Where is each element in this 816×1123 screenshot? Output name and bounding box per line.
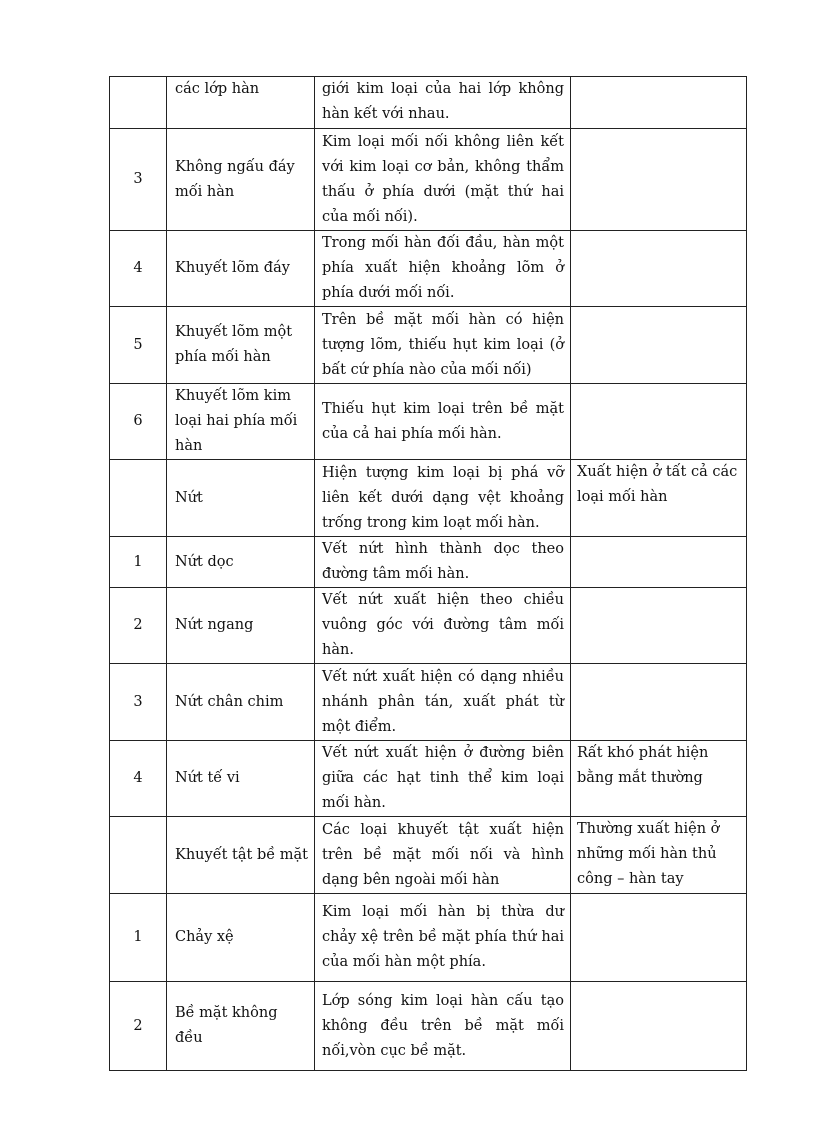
defect-note xyxy=(571,231,747,307)
defect-note xyxy=(571,537,747,588)
table-row xyxy=(110,460,747,537)
defect-description: Vết nứt hình thành dọc theo đường tâm mối hàn. xyxy=(315,537,571,588)
table-row xyxy=(110,384,747,460)
table-row xyxy=(110,537,747,588)
defect-description: Kim loại mối hàn bị thừa dư chảy xệ trên bề mặt phía thứ hai của mối hàn một phía. xyxy=(315,894,571,982)
row-number: 6 xyxy=(110,384,167,460)
row-number xyxy=(110,817,167,894)
table-row xyxy=(110,307,747,384)
defect-description: Vết nứt xuất hiện ở đường biên giữa các hạt tinh thể kim loại mối hàn. xyxy=(315,741,571,817)
defect-description: Lớp sóng kim loại hàn cấu tạo không đều trên bề mặt mối nối,vòn cục bề mặt. xyxy=(315,982,571,1071)
row-number: 4 xyxy=(110,231,167,307)
row-number: 5 xyxy=(110,307,167,384)
defect-note: Xuất hiện ở tất cả các loại mối hàn xyxy=(571,460,747,537)
defect-name: Không ngấu đáy mối hàn xyxy=(167,129,315,231)
defect-description: Trong mối hàn đối đầu, hàn một phía xuất hiện khoảng lõm ở phía dưới mối nối. xyxy=(315,231,571,307)
defect-name: Chảy xệ xyxy=(167,894,315,982)
row-number xyxy=(110,77,167,129)
row-number xyxy=(110,460,167,537)
table-row xyxy=(110,664,747,741)
defect-description: giới kim loại của hai lớp không hàn kết với nhau. xyxy=(315,77,571,129)
table-row xyxy=(110,588,747,664)
defect-note: Rất khó phát hiện bằng mắt thường xyxy=(571,741,747,817)
defect-name: Khuyết lõm đáy xyxy=(167,231,315,307)
table-row xyxy=(110,894,747,982)
defect-description: Kim loại mối nối không liên kết với kim loại cơ bản, không thẩm thấu ở phía dưới (mặt thứ hai của mối nối). xyxy=(315,129,571,231)
defect-note xyxy=(571,588,747,664)
defect-note xyxy=(571,307,747,384)
table-row xyxy=(110,129,747,231)
row-number: 3 xyxy=(110,129,167,231)
defect-name: Nứt ngang xyxy=(167,588,315,664)
row-number: 1 xyxy=(110,894,167,982)
table-row xyxy=(110,741,747,817)
row-number: 4 xyxy=(110,741,167,817)
defect-name: Khuyết lõm kim loại hai phía mối hàn xyxy=(167,384,315,460)
defect-name: Nứt dọc xyxy=(167,537,315,588)
defect-note: Thường xuất hiện ở những mối hàn thủ công – hàn tay xyxy=(571,817,747,894)
defect-name: các lớp hàn xyxy=(167,77,315,129)
defect-table-body xyxy=(110,77,747,1071)
table-row xyxy=(110,77,747,129)
defect-table xyxy=(109,76,747,1071)
defect-description: Trên bề mặt mối hàn có hiện tượng lõm, thiếu hụt kim loại (ở bất cứ phía nào của mối nối) xyxy=(315,307,571,384)
defect-name: Nứt chân chim xyxy=(167,664,315,741)
defect-note xyxy=(571,77,747,129)
defect-name: Bề mặt không đều xyxy=(167,982,315,1071)
defect-name: Khuyết tật bề mặt xyxy=(167,817,315,894)
row-number: 2 xyxy=(110,982,167,1071)
table-row xyxy=(110,817,747,894)
defect-note xyxy=(571,982,747,1071)
defect-note xyxy=(571,664,747,741)
defect-name: Nứt xyxy=(167,460,315,537)
defect-description: Thiếu hụt kim loại trên bề mặt của cả hai phía mối hàn. xyxy=(315,384,571,460)
row-number: 2 xyxy=(110,588,167,664)
table-row xyxy=(110,982,747,1071)
defect-note xyxy=(571,894,747,982)
defect-name: Nứt tế vi xyxy=(167,741,315,817)
defect-name: Khuyết lõm một phía mối hàn xyxy=(167,307,315,384)
table-row xyxy=(110,231,747,307)
defect-description: Hiện tượng kim loại bị phá vỡ liên kết dưới dạng vệt khoảng trống trong kim loạt mối hàn. xyxy=(315,460,571,537)
defect-description: Vết nứt xuất hiện theo chiều vuông góc với đường tâm mối hàn. xyxy=(315,588,571,664)
defect-note xyxy=(571,384,747,460)
defect-description: Các loại khuyết tật xuất hiện trên bề mặt mối nối và hình dạng bên ngoài mối hàn xyxy=(315,817,571,894)
row-number: 1 xyxy=(110,537,167,588)
row-number: 3 xyxy=(110,664,167,741)
defect-note xyxy=(571,129,747,231)
defect-description: Vết nứt xuất hiện có dạng nhiều nhánh phân tán, xuất phát từ một điểm. xyxy=(315,664,571,741)
